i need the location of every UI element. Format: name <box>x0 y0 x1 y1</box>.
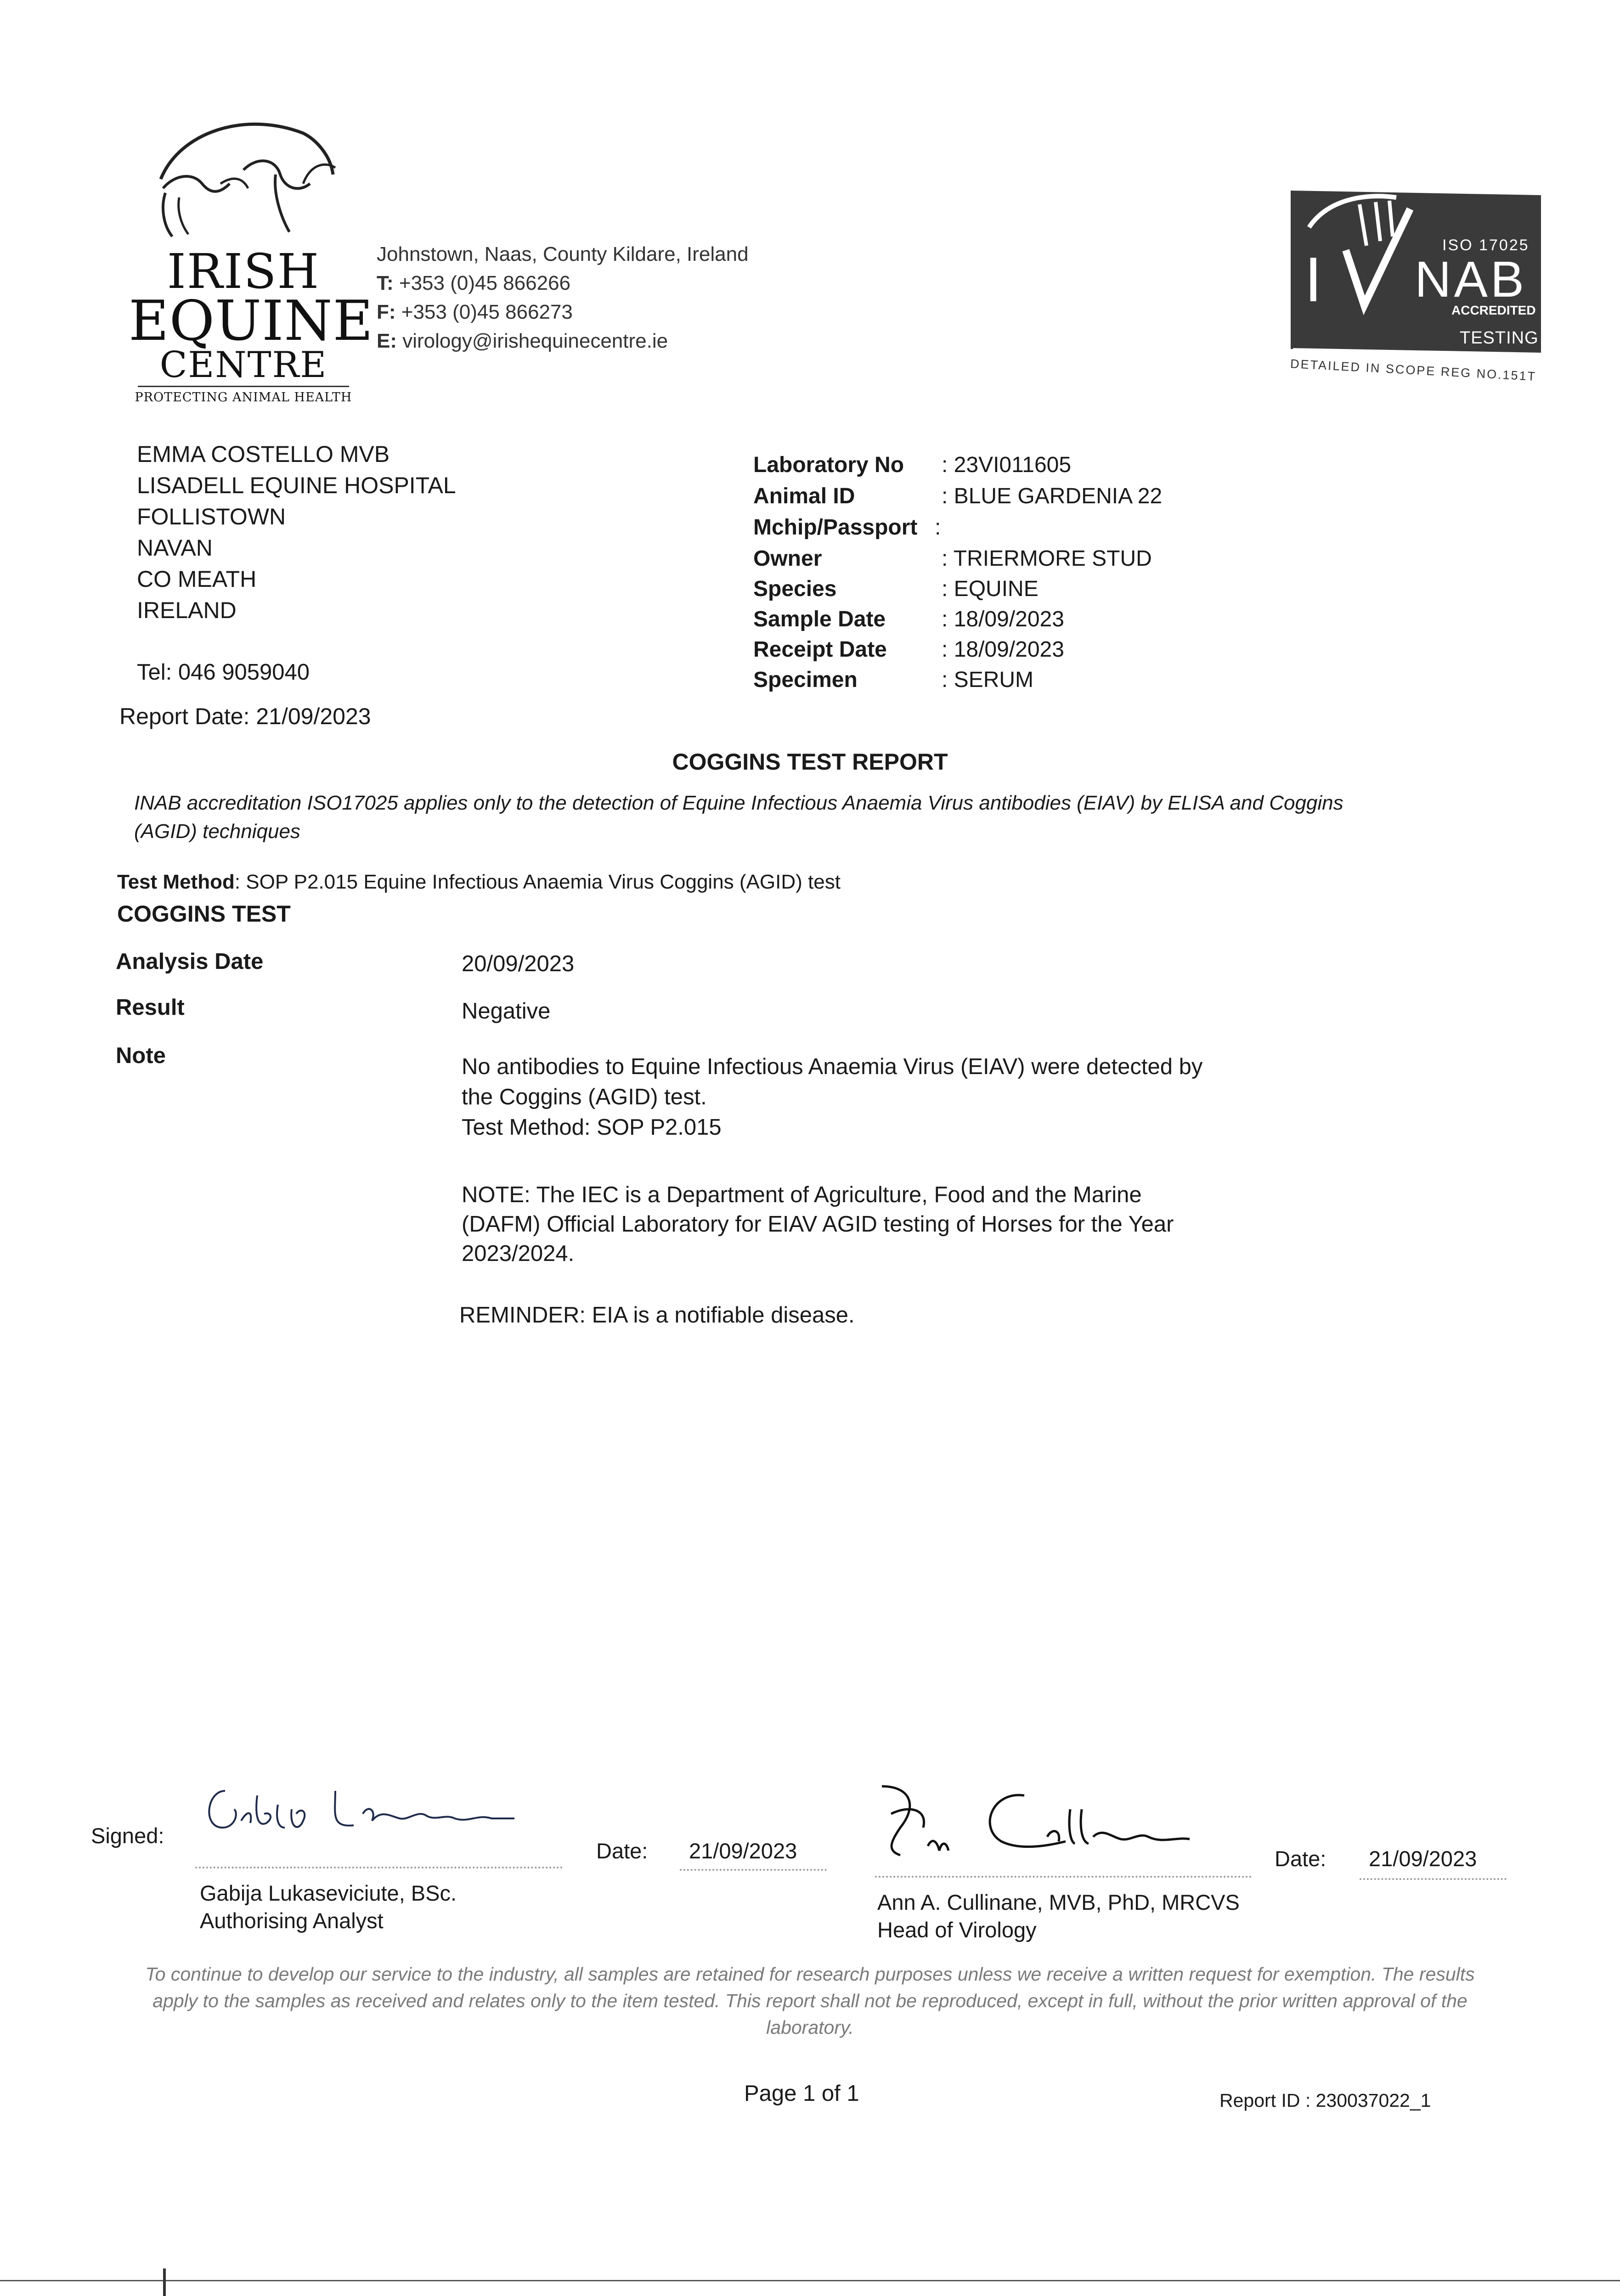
dafm-note-line: NOTE: The IEC is a Department of Agriculture, Food and the Marine <box>462 1182 1142 1207</box>
sample-key: Mchip/Passport <box>753 515 918 540</box>
logo-word-centre: CENTRE <box>159 344 327 386</box>
analyst-signature-icon <box>198 1777 528 1846</box>
sample-key: Species <box>753 577 837 601</box>
report-id: Report ID : 230037022_1 <box>1219 2090 1431 2111</box>
page-number: Page 1 of 1 <box>744 2081 859 2106</box>
head-role: Head of Virology <box>877 1918 1037 1942</box>
recipient-line: NAVAN <box>137 535 213 561</box>
sample-key: Animal ID <box>753 484 855 508</box>
report-title: COGGINS TEST REPORT <box>672 749 948 775</box>
sample-key: Specimen <box>753 668 858 692</box>
sample-value: : BLUE GARDENIA 22 <box>942 484 1163 508</box>
analyst-date-line <box>680 1869 827 1871</box>
inab-mark-right: NAB <box>1415 251 1527 308</box>
sample-key: Sample Date <box>753 607 886 631</box>
sample-value: : 18/09/2023 <box>942 637 1064 662</box>
head-date: 21/09/2023 <box>1369 1846 1477 1871</box>
note-line: the Coggins (AGID) test. <box>462 1085 707 1109</box>
signed-label: Signed: <box>91 1823 164 1848</box>
logo-word-irish: IRISH <box>167 243 320 299</box>
analyst-date: 21/09/2023 <box>689 1839 797 1863</box>
reminder-note: REMINDER: EIA is a notifiable disease. <box>459 1303 855 1328</box>
sample-key: Receipt Date <box>753 637 887 662</box>
contact-block <box>377 240 749 355</box>
test-method-label: Test Method <box>117 871 235 893</box>
sample-value: : TRIERMORE STUD <box>942 546 1152 571</box>
inab-accreditation-note: INAB accreditation ISO17025 applies only to the detection of Equine Infectious Anaemia Virus antibodies (EIAV) by ELISA and Coggins (AGID) techniques <box>134 792 1343 843</box>
result-value: Negative <box>462 999 551 1024</box>
recipient-block <box>137 439 456 626</box>
analyst-signature-line <box>195 1867 563 1868</box>
head-signature-icon <box>873 1777 1231 1864</box>
iso-label: ISO 17025 <box>1442 236 1530 254</box>
dafm-note-line: (DAFM) Official Laboratory for EIAV AGID testing of Horses for the Year <box>462 1212 1174 1237</box>
page-bottom-tick <box>163 2268 166 2296</box>
email-label: E: <box>377 330 397 352</box>
irish-equine-centre-logo <box>129 115 374 413</box>
note-label: Note <box>116 1043 166 1068</box>
org-email: virology@irishequinecentre.ie <box>402 330 668 352</box>
org-phone: +353 (0)45 866266 <box>399 272 570 294</box>
org-fax-line <box>377 298 749 326</box>
dafm-note-line: 2023/2024. <box>462 1241 575 1266</box>
result-label: Result <box>116 995 185 1020</box>
testing-label: TESTING <box>1460 328 1539 348</box>
footer-disclaimer: To continue to develop our service to the industry, all samples are retained for research purposes unless we receive a written request for exemption. The results apply to the samples as received and relates only to the item tested. This report shall not be reproduced, except in full, without the prior written approval of the laboratory. <box>145 1964 1475 2038</box>
section-title: COGGINS TEST <box>117 901 291 927</box>
logo-rule <box>138 386 349 387</box>
analysis-date-value: 20/09/2023 <box>462 951 575 976</box>
org-fax: +353 (0)45 866273 <box>401 301 573 323</box>
sample-key: Laboratory No <box>753 453 904 477</box>
analysis-date-label: Analysis Date <box>116 949 264 974</box>
report-date: Report Date: 21/09/2023 <box>119 703 371 729</box>
test-method-value: : SOP P2.015 Equine Infectious Anaemia Virus Coggins (AGID) test <box>234 871 841 893</box>
dafm-note <box>462 1180 1174 1268</box>
head-date-label: Date: <box>1275 1846 1326 1871</box>
accredited-label: ACCREDITED <box>1451 303 1536 317</box>
note-line: No antibodies to Equine Infectious Anaemia Virus (EIAV) were detected by <box>462 1054 1203 1079</box>
head-date-line <box>1360 1878 1507 1880</box>
inab-accreditation-badge <box>1291 191 1543 383</box>
sample-key: Owner <box>753 546 822 571</box>
org-email-line <box>377 326 749 355</box>
analyst-signature <box>198 1777 528 1848</box>
recipient-line: LISADELL EQUINE HOSPITAL <box>137 473 456 498</box>
recipient-line: IRELAND <box>137 597 237 623</box>
analyst-date-label: Date: <box>596 1839 648 1863</box>
recipient-line: CO MEATH <box>137 566 257 592</box>
analyst-role: Authorising Analyst <box>200 1908 384 1933</box>
note-line: Test Method: SOP P2.015 <box>462 1115 722 1140</box>
sample-value: : <box>935 515 941 540</box>
sample-value: : 23VI011605 <box>942 453 1072 477</box>
scope-label: DETAILED IN SCOPE REG NO.151T <box>1290 357 1537 384</box>
logo-word-equine: EQUINE <box>129 289 374 353</box>
recipient-line: EMMA COSTELLO MVB <box>137 441 390 467</box>
sample-value: : 18/09/2023 <box>942 607 1064 631</box>
note-text <box>462 1052 1202 1142</box>
analyst-name: Gabija Lukaseviciute, BSc. <box>200 1881 457 1905</box>
test-method-line <box>117 868 841 896</box>
head-signature-line <box>875 1876 1252 1878</box>
head-signature <box>873 1777 1231 1867</box>
logo-tagline: PROTECTING ANIMAL HEALTH <box>135 390 352 405</box>
org-address: Johnstown, Naas, County Kildare, Ireland <box>377 243 749 265</box>
sample-value: : SERUM <box>942 668 1034 692</box>
recipient-tel: Tel: 046 9059040 <box>137 660 310 685</box>
inab-mark-left: I <box>1304 246 1322 315</box>
sample-value: : EQUINE <box>942 577 1039 601</box>
org-phone-line <box>377 269 749 298</box>
fax-label: F: <box>377 301 396 323</box>
phone-label: T: <box>377 272 394 294</box>
horse-icon <box>152 115 344 239</box>
head-name: Ann A. Cullinane, MVB, PhD, MRCVS <box>877 1890 1240 1914</box>
page-bottom-rule <box>0 2280 1620 2281</box>
recipient-line: FOLLISTOWN <box>137 504 286 529</box>
